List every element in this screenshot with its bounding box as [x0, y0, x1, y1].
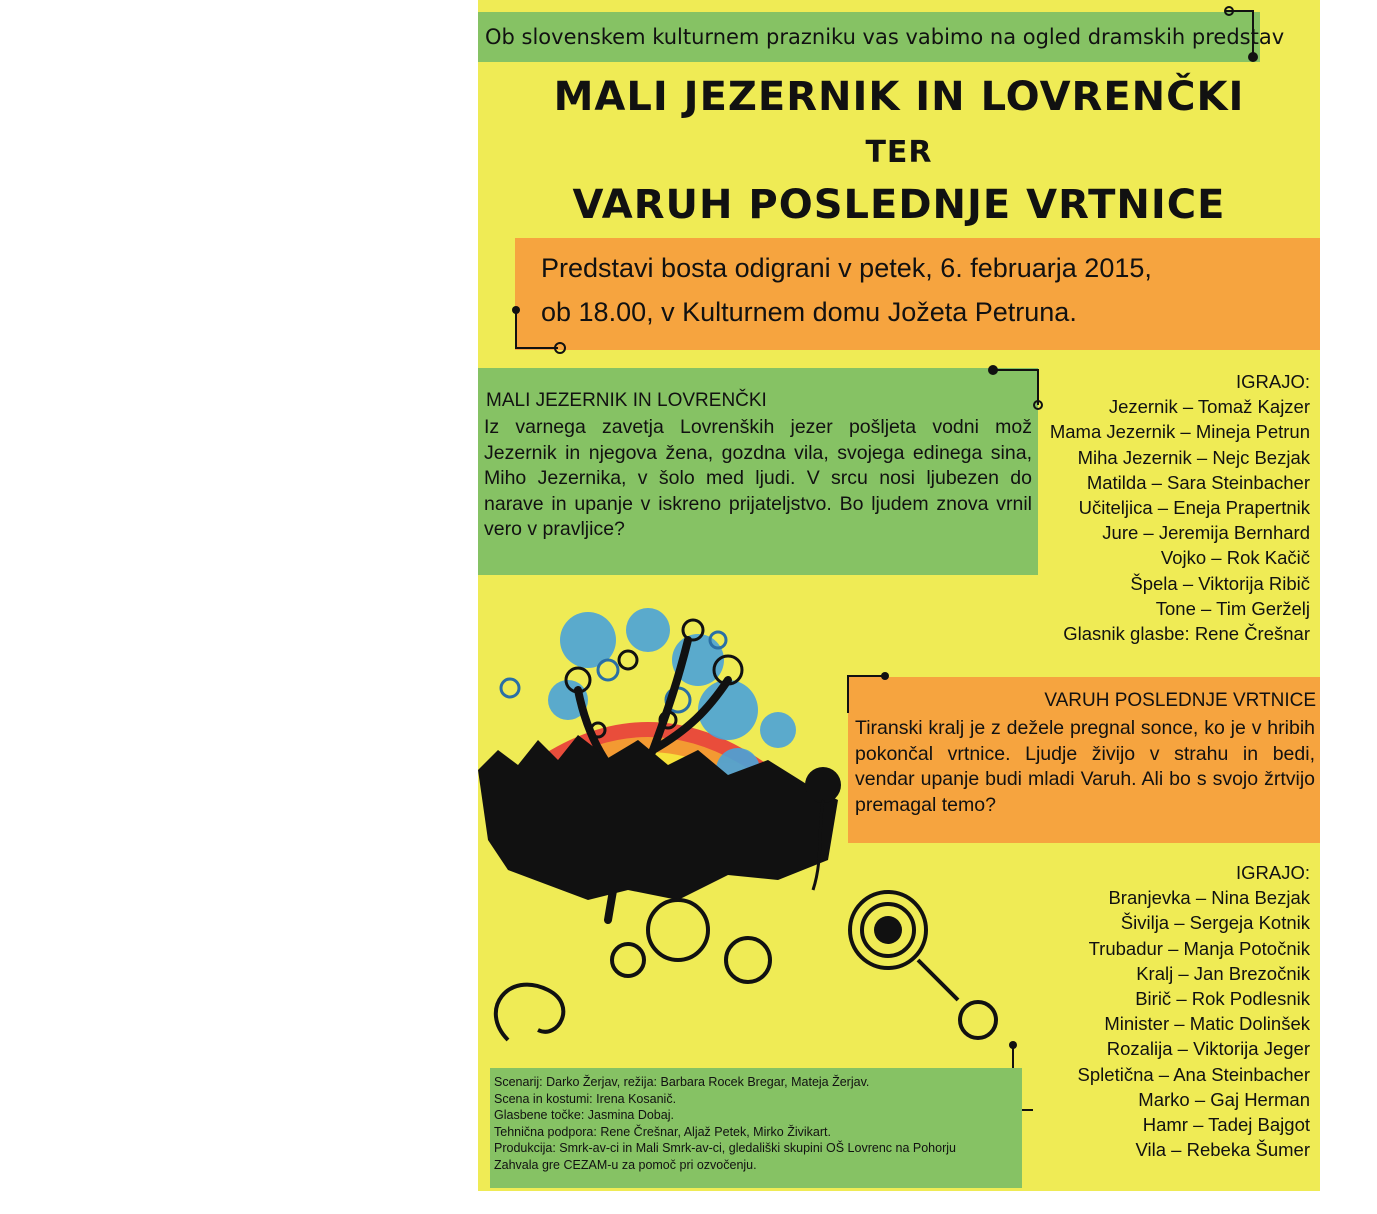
credits	[494, 1074, 956, 1173]
show-2-description: Tiranski kralj je z dežele pregnal sonce, ko je v hribih pokončal vrtnice. Ljudje živijo v strahu in bedi, vendar upanje budi mladi Varuh. Ali bo s svojo žrtvijo premagal temo?	[855, 717, 1315, 816]
cast-heading: IGRAJO:	[1235, 862, 1310, 883]
cast-item: Mama Jezernik – Mineja Petrun	[1049, 421, 1310, 443]
credits-box	[490, 1068, 1022, 1188]
title-connector: TER	[865, 135, 933, 170]
show-1-box	[478, 368, 1038, 575]
credit-line: Produkcija: Smrk-av-ci in Mali Smrk-av-ci, gledališki skupini OŠ Lovrenc na Pohorju	[494, 1141, 956, 1155]
title-show-1: MALI JEZERNIK IN LOVRENČKI	[553, 74, 1245, 120]
show-1-title: MALI JEZERNIK IN LOVRENČKI	[486, 390, 767, 411]
cast-item: Jure – Jeremija Bernhard	[1102, 522, 1310, 544]
cast-item: Vila – Rebeka Šumer	[1135, 1139, 1310, 1161]
cast-item: Špela – Viktorija Ribič	[1130, 572, 1310, 594]
swirl-ornament	[840, 668, 890, 718]
title-show-2: VARUH POSLEDNJE VRTNICE	[572, 182, 1226, 228]
credit-line: Scena in kostumi: Irena Kosanič.	[494, 1091, 677, 1106]
credit-line: Tehnična podpora: Rene Črešnar, Aljaž Petek, Mirko Živikart.	[494, 1124, 831, 1139]
cast-item: Šivilja – Sergeja Kotnik	[1120, 912, 1310, 934]
swirl-ornament	[983, 360, 1053, 410]
cast-list-1	[1050, 369, 1310, 646]
cast-item: Glasnik glasbe: Rene Črešnar	[1063, 623, 1310, 645]
show-1-description: Iz varnega zavetja Lovrenških jezer pošljeta vodni mož Jezernik in njegova žena, gozdna vila, svojega edinega sina, Miho Jezernika, v šolo med ljudi. V srcu nosi ljubezen do narave in upanje v iskreno prijateljstvo. Bo ljudem znova vrnil vero v pravljice?	[484, 416, 1032, 540]
poster	[478, 0, 1320, 1191]
cast-item: Hamr – Tadej Bajgot	[1142, 1114, 1310, 1136]
cast-item: Kralj – Jan Brezočnik	[1136, 962, 1310, 984]
event-date: Predstavi bosta odigrani v petek, 6. februarja 2015,	[541, 253, 1152, 283]
cast-item: Branjevka – Nina Bezjak	[1108, 887, 1310, 909]
cast-item: Marko – Gaj Herman	[1138, 1088, 1310, 1110]
cast-item: Vojko – Rok Kačič	[1160, 547, 1310, 569]
credit-line: Zahvala gre CEZAM-u za pomoč pri ozvočenju.	[494, 1157, 757, 1172]
cast-item: Trubadur – Manja Potočnik	[1088, 937, 1310, 959]
show-2-box	[848, 677, 1320, 843]
cast-item: Miha Jezernik – Nejc Bezjak	[1077, 446, 1310, 468]
cast-list-2	[1078, 860, 1310, 1162]
credit-line: Glasbene točke: Jasmina Dobaj.	[494, 1108, 674, 1122]
credit-line: Scenarij: Darko Žerjav, režija: Barbara Rocek Bregar, Mateja Žerjav.	[494, 1075, 870, 1089]
invitation-banner: Ob slovenskem kulturnem prazniku vas vabimo na ogled dramskih predstav	[478, 12, 1260, 62]
cast-item: Jezernik – Tomaž Kajzer	[1108, 396, 1310, 418]
cast-item: Rozalija – Viktorija Jeger	[1106, 1038, 1310, 1060]
show-2-title: VARUH POSLEDNJE VRTNICE	[1044, 690, 1316, 711]
cast-heading: IGRAJO:	[1235, 371, 1310, 392]
cast-item: Minister – Matic Dolinšek	[1104, 1013, 1310, 1035]
cast-item: Tone – Tim Gerželj	[1155, 597, 1310, 619]
cast-item: Matilda – Sara Steinbacher	[1086, 471, 1310, 493]
swirl-ornament	[1223, 5, 1263, 65]
swirl-ornament	[508, 300, 568, 355]
cast-item: Učiteljica – Eneja Prapertnik	[1078, 497, 1310, 519]
cast-item: Spletična – Ana Steinbacher	[1077, 1063, 1310, 1085]
event-venue: ob 18.00, v Kulturnem domu Jožeta Petruna.	[541, 297, 1077, 327]
event-info-box	[515, 238, 1320, 350]
cast-item: Birič – Rok Podlesnik	[1135, 988, 1310, 1010]
